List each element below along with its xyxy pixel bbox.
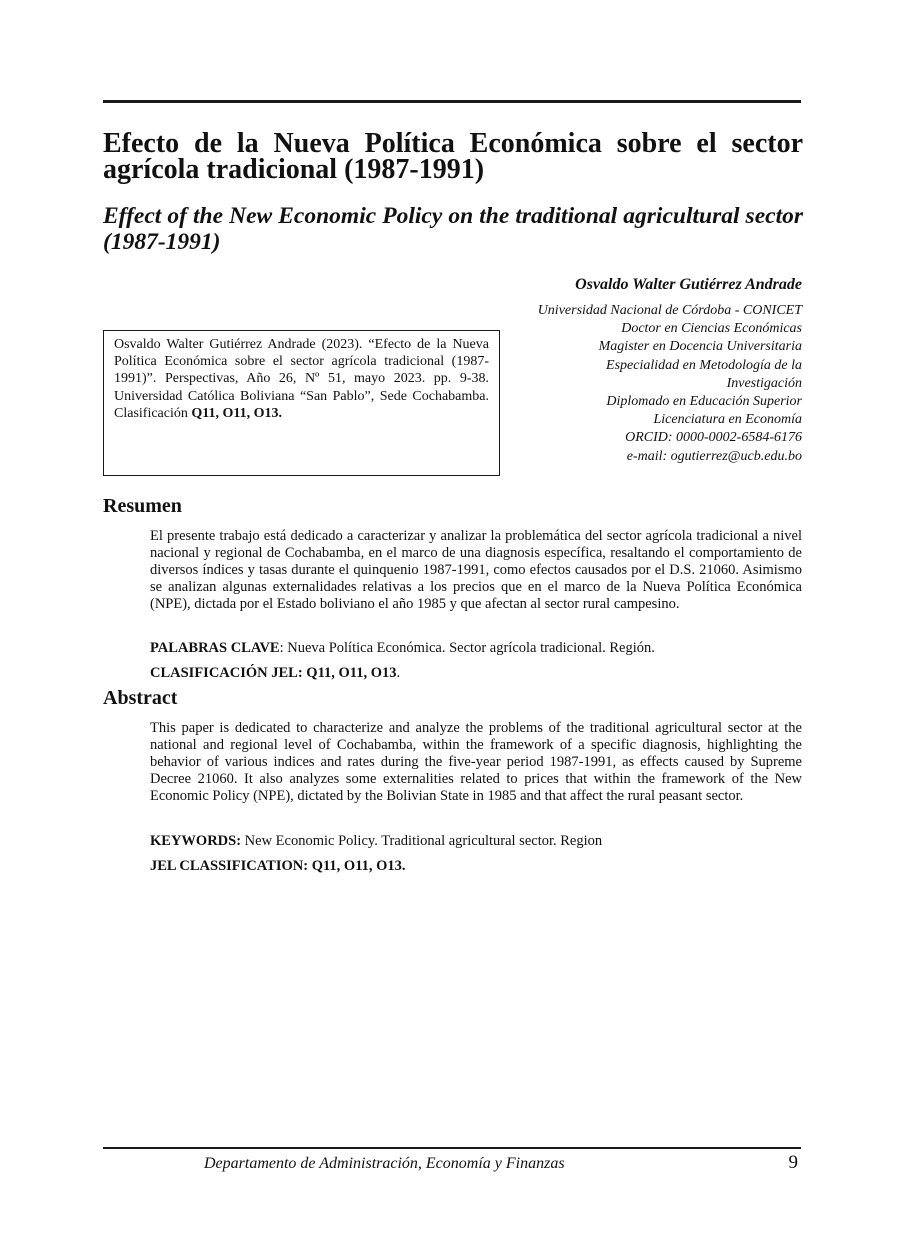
author-affiliations	[538, 302, 802, 466]
palabras-clave-value: : Nueva Política Económica. Sector agrícola tradicional. Región.	[279, 640, 655, 656]
author-email: e-mail: ogutierrez@ucb.edu.bo	[626, 448, 802, 464]
jel-classification	[150, 858, 802, 875]
citation-text: Osvaldo Walter Gutiérrez Andrade (2023). “Efecto de la Nueva Política Económica sobre el sector agrícola tradicional (1987-1991)”. Perspectivas, Año 26, Nº 51, mayo 2023. pp. 9-38. Universidad Católica Boliviana “San Pablo”, Sede Cochabamba. Clasificación	[114, 337, 489, 421]
footer-rule	[103, 1147, 801, 1149]
clasificacion-jel	[150, 665, 802, 682]
abstract-text: This paper is dedicated to characterize and analyze the problems of the traditional agricultural sector at the national and regional level of Cochabamba, within the framework of a specific diagnosis, highlighting the behavior of various indices and rates during the five-year period 1987-1991, as effects caused by Supreme Decree 21060. It also analyzes some externalities related to prices that within the framework of the New Economic Policy (NPE), dictated by the Bolivian State in 1985 and that affect the rural peasant sector.	[150, 720, 802, 804]
clasificacion-jel-tail: .	[396, 665, 401, 681]
keywords-label: KEYWORDS:	[150, 833, 242, 849]
resumen-text: El presente trabajo está dedicado a caracterizar y analizar la problemática del sector agrícola tradicional a nivel nacional y regional de Cochabamba, en el marco de una diagnosis específica, resaltando el comportamiento de diversos índices y tasas durante el quinquenio 1987-1991, como efectos causados por el D.S. 21060. Asimismo se analizan algunas externalidades relativas a los precios que en el marco de la Nueva Política Económica (NPE), dictada por el Estado boliviano el año 1985 y que afectan al sector rural campesino.	[150, 528, 802, 612]
orcid: ORCID: 0000-0002-6584-6176	[625, 430, 802, 446]
clasificacion-jel-label: CLASIFICACIÓN JEL: Q11, O11, O13	[150, 665, 397, 681]
keywords-value: New Economic Policy. Traditional agricultural sector. Region	[241, 833, 603, 849]
affiliation-line: Doctor en Ciencias Económicas	[621, 321, 802, 337]
palabras-clave	[150, 640, 802, 657]
footer-department: Departamento de Administración, Economía y Finanzas	[204, 1155, 565, 1172]
header-rule	[103, 100, 801, 103]
title-english: Effect of the New Economic Policy on the traditional agricultural sector (1987-1991)	[103, 203, 803, 255]
affiliation-line: Investigación	[726, 375, 802, 391]
keywords	[150, 833, 802, 850]
palabras-clave-label: PALABRAS CLAVE	[150, 640, 280, 656]
citation-codes: Q11, O11, O13.	[191, 405, 282, 421]
resumen-heading: Resumen	[103, 495, 182, 517]
abstract-heading: Abstract	[103, 687, 178, 709]
jel-classification-label: JEL CLASSIFICATION: Q11, O11, O13.	[150, 858, 406, 874]
author-name: Osvaldo Walter Gutiérrez Andrade	[575, 276, 802, 293]
affiliation-line: Diplomado en Educación Superior	[606, 394, 802, 410]
page-number: 9	[788, 1152, 798, 1173]
affiliation-line: Magister en Docencia Universitaria	[598, 339, 802, 355]
citation-box	[103, 330, 500, 476]
affiliation-line: Universidad Nacional de Córdoba - CONICET	[537, 303, 802, 318]
title-spanish: Efecto de la Nueva Política Económica sobre el sector agrícola tradicional (1987-1991)	[103, 128, 803, 185]
affiliation-line: Licenciatura en Economía	[653, 412, 802, 428]
affiliation-line: Especialidad en Metodología de la	[606, 357, 802, 373]
